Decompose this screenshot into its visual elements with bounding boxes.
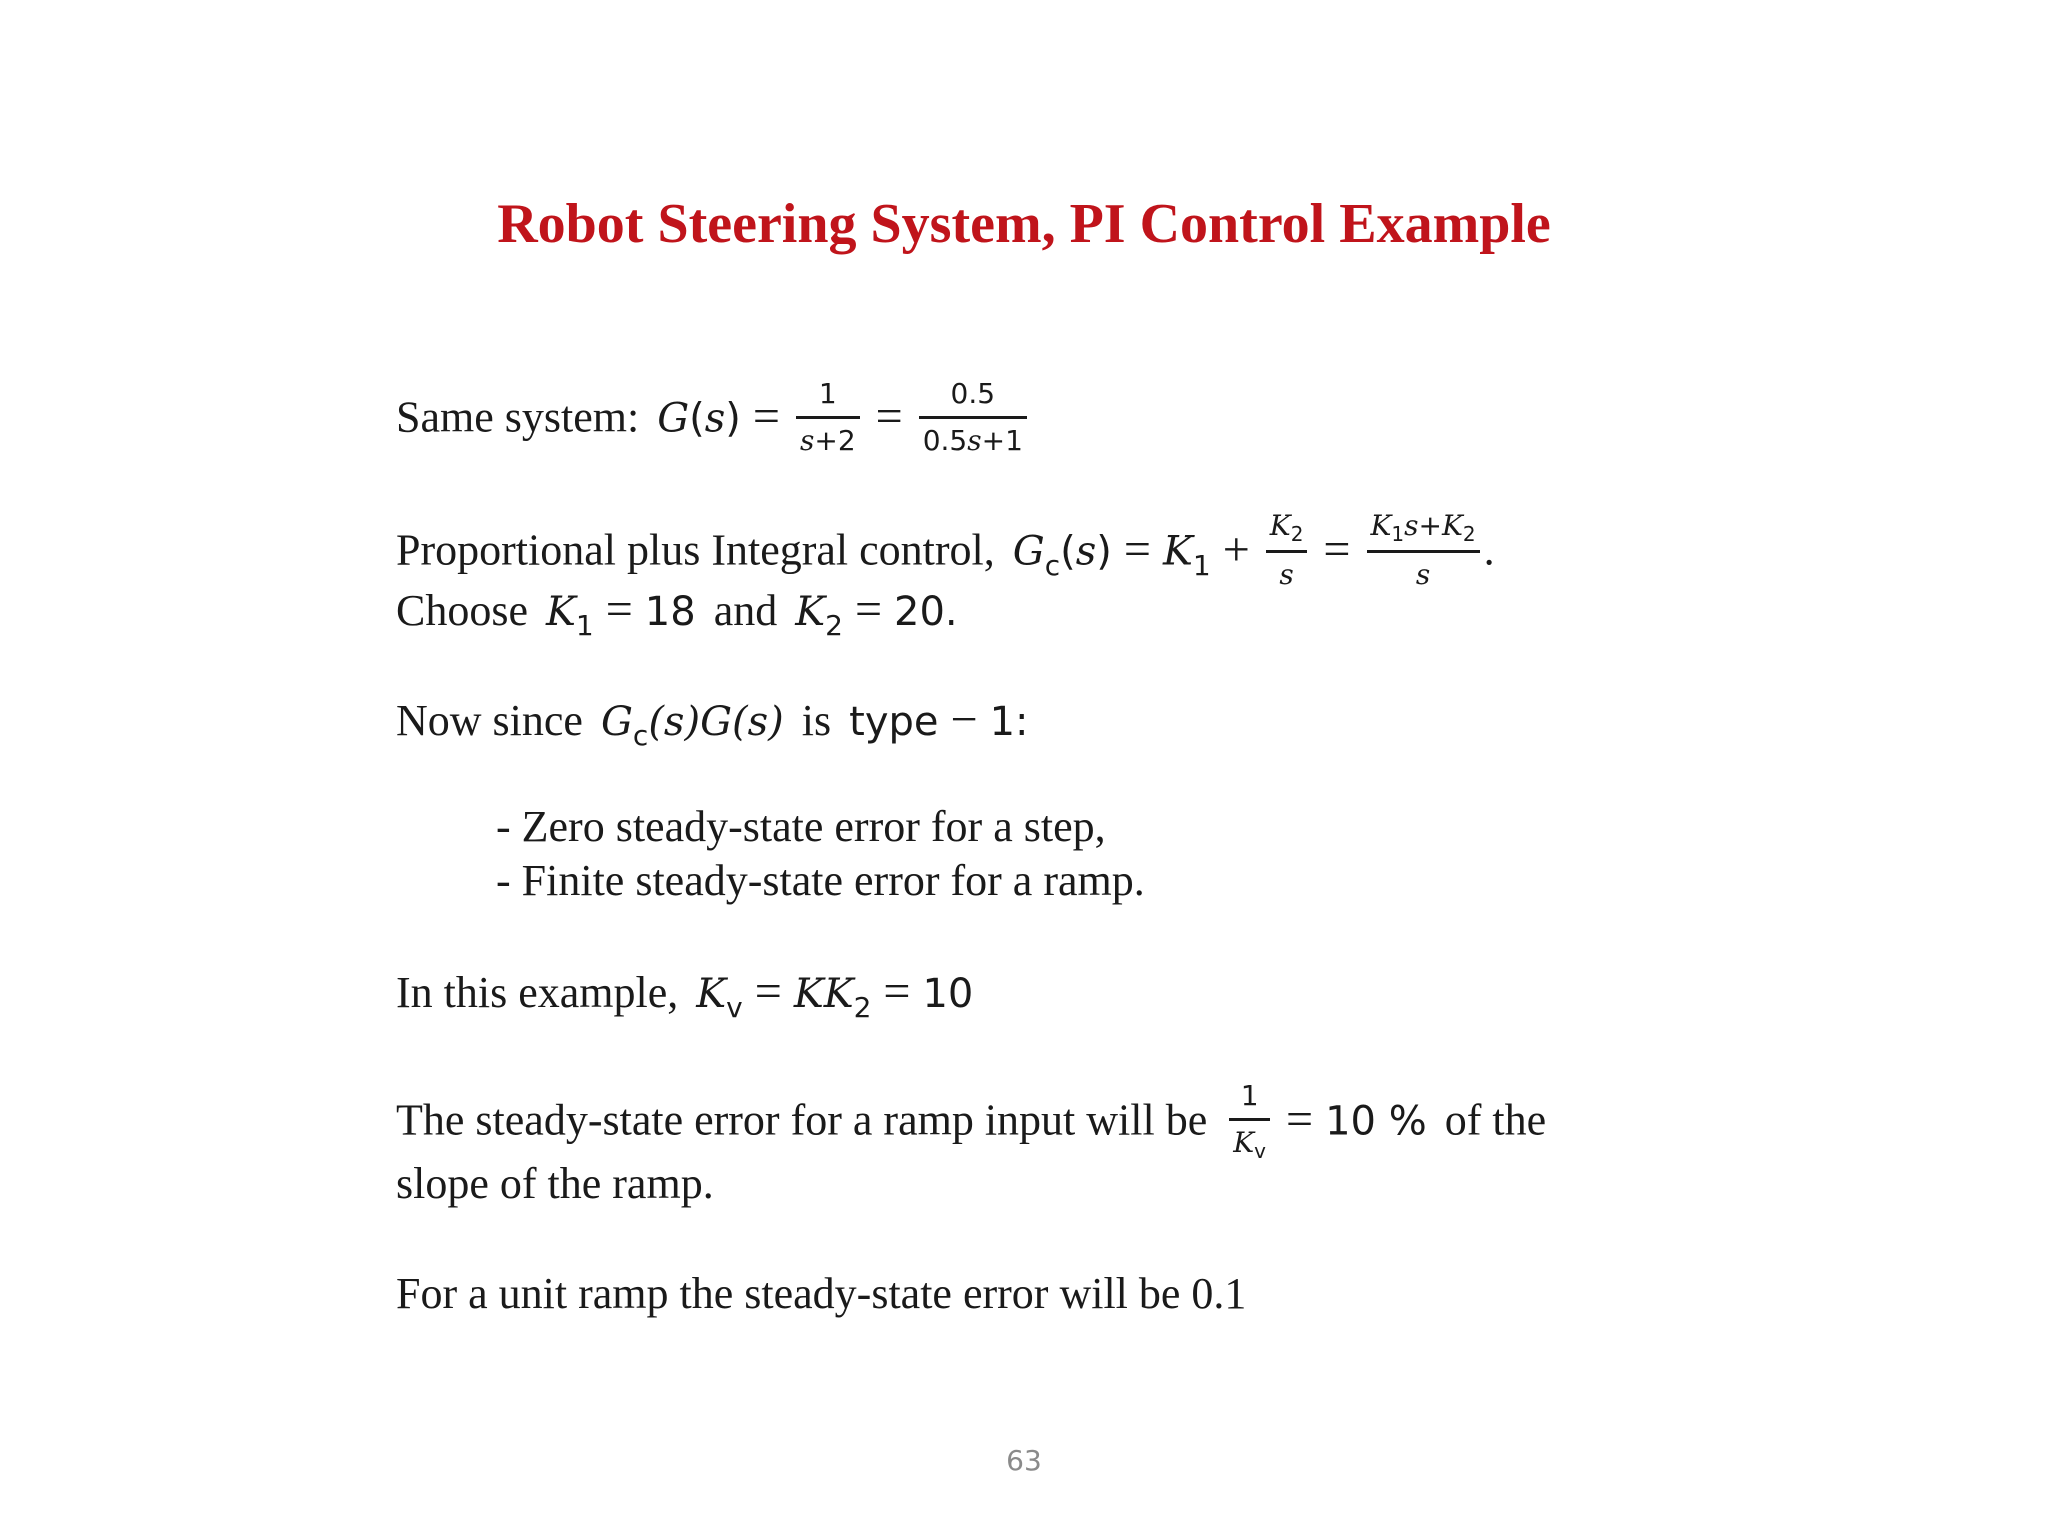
percent-value: 10 %	[1325, 1098, 1427, 1145]
velocity-constant-line	[396, 964, 973, 1026]
equals-sign: =	[875, 389, 903, 443]
same-system-label: Same system:	[396, 392, 640, 442]
slope-of-ramp-line: slope of the ramp.	[396, 1159, 714, 1208]
paren-open: (	[1060, 528, 1076, 575]
k-symbol: K	[1370, 509, 1392, 542]
k1-value: 18	[644, 589, 696, 635]
subscript: 2	[825, 609, 843, 642]
subscript: 2	[1290, 522, 1304, 546]
fraction-numerator: 1	[796, 376, 860, 419]
subscript: c	[1044, 548, 1061, 582]
s-symbol: s	[1075, 528, 1097, 575]
denominator-rest: +2	[814, 424, 856, 457]
is-word: is	[801, 696, 832, 745]
s-symbol: s	[704, 395, 726, 442]
equals-sign: =	[854, 583, 883, 636]
plus-sign: +	[1418, 509, 1442, 542]
fraction-numerator: 0.5	[919, 376, 1027, 419]
denominator-rest: +1	[981, 424, 1023, 457]
fraction-numerator	[1266, 508, 1308, 553]
period: .	[1483, 525, 1495, 575]
subscript: 2	[1462, 522, 1476, 546]
paren-open: (	[689, 395, 705, 442]
s-symbol: s	[1404, 509, 1419, 542]
page-number: 63	[1006, 1444, 1042, 1477]
subscript: 1	[575, 609, 594, 642]
subscript: 1	[1391, 522, 1405, 546]
minus-sign: −	[950, 693, 978, 746]
unit-ramp-line: For a unit ramp the steady-state error will be 0.1	[396, 1269, 1247, 1318]
k-symbol: K	[1269, 509, 1291, 542]
type-number: 1:	[989, 699, 1029, 745]
fraction-1-over-s-plus-2	[796, 376, 860, 459]
bullet-item: - Zero steady-state error for a step,	[496, 802, 1106, 851]
fraction-denominator	[1266, 553, 1308, 593]
steady-state-error-text: The steady-state error for a ramp input will be	[396, 1095, 1208, 1145]
choose-gains-line	[396, 582, 958, 644]
g-symbol: G	[600, 699, 633, 745]
s-argument: (s)	[648, 699, 701, 745]
denominator-coefficient: 0.5	[922, 424, 968, 457]
fraction-denominator	[796, 419, 860, 459]
fraction-denominator	[919, 419, 1027, 459]
subscript: 2	[853, 991, 872, 1024]
of-the-text: of the	[1444, 1095, 1547, 1145]
now-since-label: Now since	[396, 696, 583, 745]
equals-sign: =	[605, 583, 633, 636]
g-symbol: G	[1012, 528, 1045, 575]
in-this-example-label: In this example,	[396, 968, 679, 1017]
equals-sign: =	[1123, 522, 1151, 576]
steady-state-error-line	[396, 1079, 1547, 1167]
fraction-denominator	[1367, 553, 1480, 593]
equals-sign: =	[1286, 1092, 1314, 1146]
equals-sign: =	[752, 389, 780, 443]
pi-control-label: Proportional plus Integral control,	[396, 525, 995, 575]
type-word: type	[849, 699, 939, 745]
choose-label: Choose	[396, 586, 528, 635]
fraction-numerator	[1367, 508, 1480, 553]
k-symbol: K	[1162, 528, 1193, 575]
fraction-numerator: 1	[1229, 1078, 1270, 1121]
k2-value: 20.	[894, 589, 958, 635]
k-symbol: K	[696, 971, 727, 1017]
g-symbol: G	[657, 395, 690, 442]
fraction-1-over-kv	[1229, 1078, 1270, 1163]
paren-close: )	[725, 395, 741, 442]
fraction-k2-over-s	[1266, 508, 1308, 593]
subscript: v	[726, 991, 743, 1024]
equals-sign: =	[883, 965, 911, 1018]
s-symbol: s	[1279, 558, 1294, 591]
s-symbol: s	[967, 424, 982, 457]
subscript: c	[632, 719, 649, 752]
slide-title: Robot Steering System, PI Control Example	[497, 193, 1551, 255]
type-one-line	[396, 692, 1029, 754]
s-symbol: s	[799, 424, 815, 457]
same-system-line	[396, 377, 1031, 463]
subscript: 1	[1192, 548, 1211, 582]
plus-sign: +	[1222, 522, 1250, 576]
k-symbol: K	[1233, 1126, 1255, 1159]
kk-symbol: KK	[793, 971, 854, 1017]
fraction-half-over-half-s-plus-1	[919, 376, 1027, 459]
k-symbol: K	[546, 589, 576, 635]
paren-close: )	[1096, 528, 1112, 575]
equals-sign: =	[1323, 522, 1351, 576]
s-symbol: s	[1415, 558, 1431, 591]
s-argument: (s)	[732, 699, 784, 745]
and-word: and	[713, 586, 778, 635]
k-symbol: K	[1442, 509, 1463, 542]
subscript: v	[1254, 1139, 1267, 1163]
fraction-k1s-plus-k2-over-s	[1367, 508, 1480, 593]
bullet-item: - Finite steady-state error for a ramp.	[496, 856, 1145, 905]
g-symbol: G	[700, 699, 733, 745]
equals-sign: =	[754, 965, 782, 1018]
kv-value: 10	[922, 971, 974, 1017]
k-symbol: K	[795, 589, 826, 635]
fraction-denominator	[1229, 1121, 1270, 1163]
